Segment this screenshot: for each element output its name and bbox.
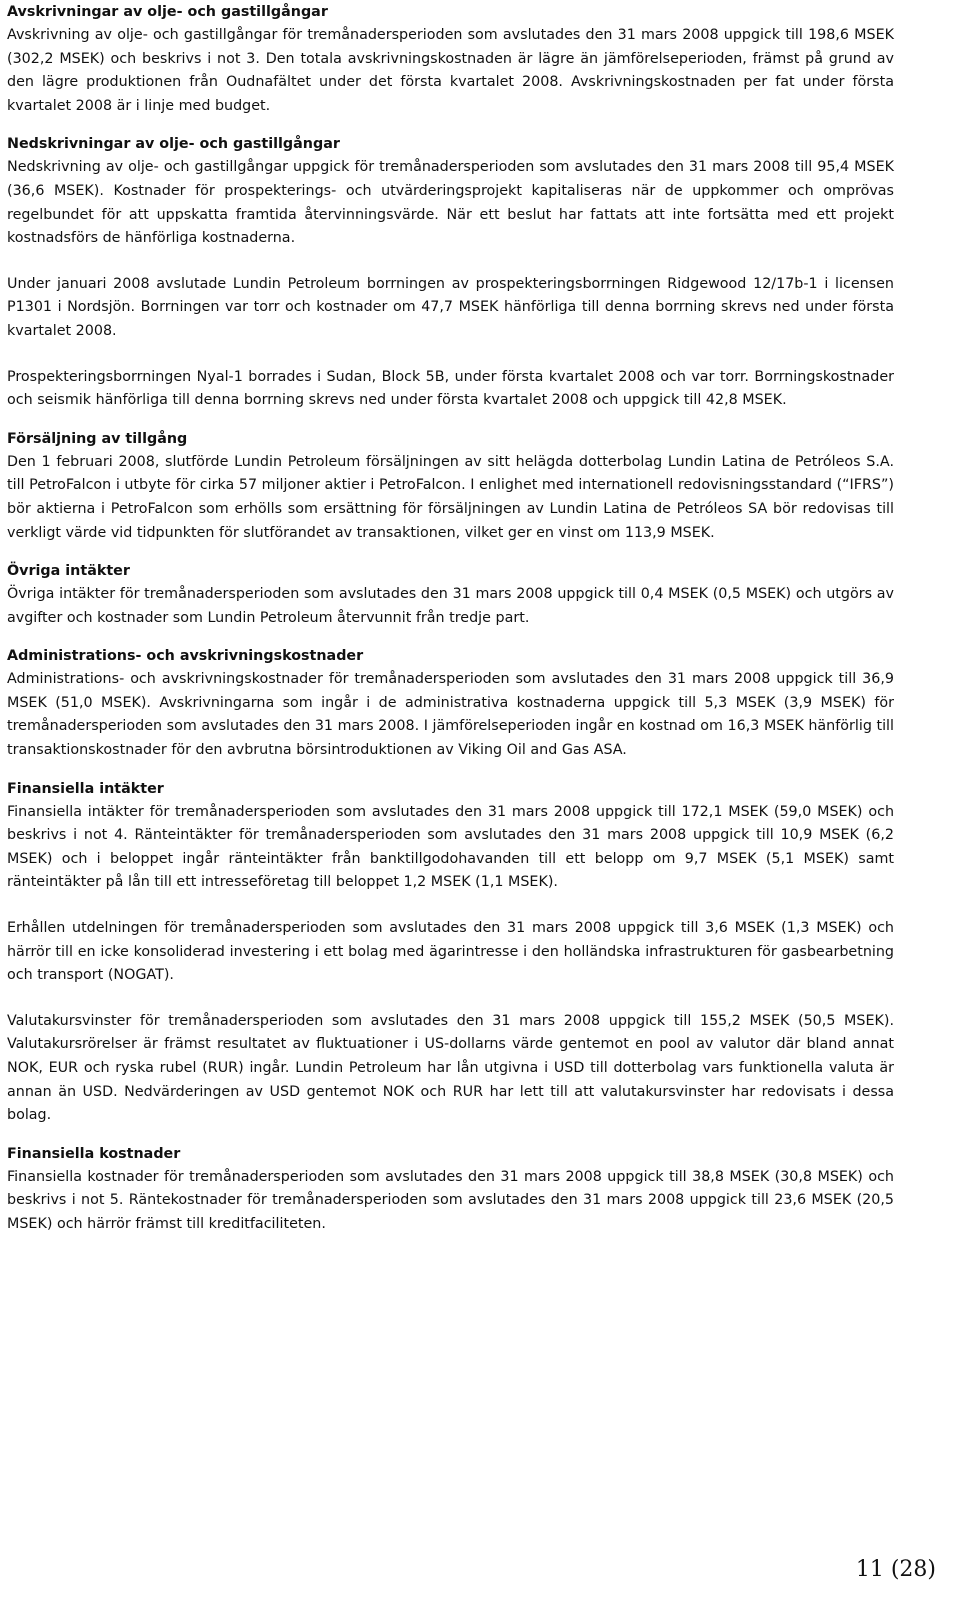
paragraph: Finansiella intäkter för tremånadersperioden som avslutades den 31 mars 2008 uppgick till 172,1 MSEK (59,0 MSEK) och beskrivs i not 4. Ränteintäkter för tremånadersperioden som avslutades den 31 mars 2008 uppgick till 10,9 MSEK (6,2 MSEK) och i beloppet ingår ränteintäkter från banktillgodohavanden till ett belopp om 9,7 MSEK (5,1 MSEK) samt ränteintäkter på lån till ett intresseföretag till beloppet 1,2 MSEK (1,1 MSEK). xyxy=(7,803,894,891)
page-number: 11 (28) xyxy=(855,1557,936,1582)
paragraph: Den 1 februari 2008, slutförde Lundin Petroleum försäljningen av sitt helägda dotterbolag Lundin Latina de Petróleos S.A. till PetroFalcon i utbyte för cirka 57 miljoner aktier i PetroFalcon. I enlighet med internationell redovisningsstandard (“IFRS”) bör aktierna i PetroFalcon som erhölls som ersättning för försäljningen av Lundin Latina de Petróleos SA bör redovisas till verkligt värde vid tidpunkten för slutförandet av transaktionen, vilket ger en vinst om 113,9 MSEK. xyxy=(7,453,894,541)
paragraph: Nedskrivning av olje- och gastillgångar uppgick för tremånadersperioden som avslutades den 31 mars 2008 till 95,4 MSEK (36,6 MSEK). Kostnader för prospekterings- och utvärderingsprojekt kapitaliseras när de uppkommer och omprövas regelbundet för att uppskatta framtida återvinningsvärde. När ett beslut har fattats att inte fortsätta med ett projekt kostnadsförs de hänförliga kostnaderna. xyxy=(7,159,894,247)
section-heading-depreciation: Avskrivningar av olje- och gastillgångar xyxy=(7,4,328,20)
paragraph: Administrations- och avskrivningskostnader för tremånadersperioden som avslutades den 31 mars 2008 uppgick till 36,9 MSEK (51,0 MSEK). Avskrivningarna som ingår i de administrativa kostnaderna uppgick till 5,3 MSEK (3,9 MSEK) för tremånadersperioden som avslutades den 31 mars 2008. I jämförelseperioden ingår en kostnad om 16,3 MSEK hänförlig till transaktionskostnader för den avbrutna börsintroduktionen av Viking Oil and Gas ASA. xyxy=(7,671,894,759)
paragraph: Prospekteringsborrningen Nyal-1 borrades i Sudan, Block 5B, under första kvartalet 2008 och var torr. Borrningskostnader och seismik hänförliga till denna borrning skrevs ned under första kvartalet 2008 och uppgick till 42,8 MSEK. xyxy=(7,368,894,409)
section-heading-financial-costs: Finansiella kostnader xyxy=(7,1145,181,1162)
section-heading-impairment: Nedskrivningar av olje- och gastillgångar xyxy=(7,136,340,153)
paragraph: Finansiella kostnader för tremånadersperioden som avslutades den 31 mars 2008 uppgick till 38,8 MSEK (30,8 MSEK) och beskrivs i not 5. Räntekostnader för tremånadersperioden som avslutades den 31 mars 2008 uppgick till 23,6 MSEK (20,5 MSEK) och härrör främst till kreditfaciliteten. xyxy=(7,1168,894,1232)
section-heading-asset-sale: Försäljning av tillgång xyxy=(7,430,188,447)
paragraph: Avskrivning av olje- och gastillgångar för tremånadersperioden som avslutades den 31 mars 2008 uppgick till 198,6 MSEK (302,2 MSEK) och beskrivs i not 3. Den totala avskrivningskostnaden är lägre än jämförelseperioden, främst på grund av den lägre produktionen från Oudnafältet under det första kvartalet 2008. Avskrivningskostnaden per fat under första kvartalet 2008 är i linje med budget. xyxy=(7,27,894,114)
paragraph: Erhållen utdelningen för tremånadersperioden som avslutades den 31 mars 2008 uppgick till 3,6 MSEK (1,3 MSEK) och härrör till en icke konsoliderad investering i ett bolag med ägarintresse i den holländska infrastrukturen för gasbearbetning och transport (NOGAT). xyxy=(7,920,894,984)
section-heading-other-income: Övriga intäkter xyxy=(7,563,130,580)
section-heading-admin-costs: Administrations- och avskrivningskostnader xyxy=(7,648,364,665)
document-page xyxy=(7,0,894,1237)
paragraph: Övriga intäkter för tremånadersperioden som avslutades den 31 mars 2008 uppgick till 0,4 MSEK (0,5 MSEK) och utgörs av avgifter och kostnader som Lundin Petroleum återvunnit från tredje part. xyxy=(7,586,894,626)
section-heading-financial-income: Finansiella intäkter xyxy=(7,780,164,797)
paragraph: Valutakursvinster för tremånadersperioden som avslutades den 31 mars 2008 uppgick till 155,2 MSEK (50,5 MSEK). Valutakursrörelser är främst resultatet av fluktuationer i US-dollarns värde gentemot en pool av valutor där bland annat NOK, EUR och ryska rubel (RUR) ingår. Lundin Petroleum har lån utgivna i USD till dotterbolag vars funktionella valuta är annan än USD. Nedvärderingen av USD gentemot NOK och RUR har lett till att valutakursvinster har redovisats i dessa bolag. xyxy=(7,1012,894,1124)
paragraph: Under januari 2008 avslutade Lundin Petroleum borrningen av prospekteringsborrningen Ridgewood 12/17b-1 i licensen P1301 i Nordsjön. Borrningen var torr och kostnader om 47,7 MSEK hänförliga till denna borrning skrevs ned under första kvartalet 2008. xyxy=(7,275,894,339)
